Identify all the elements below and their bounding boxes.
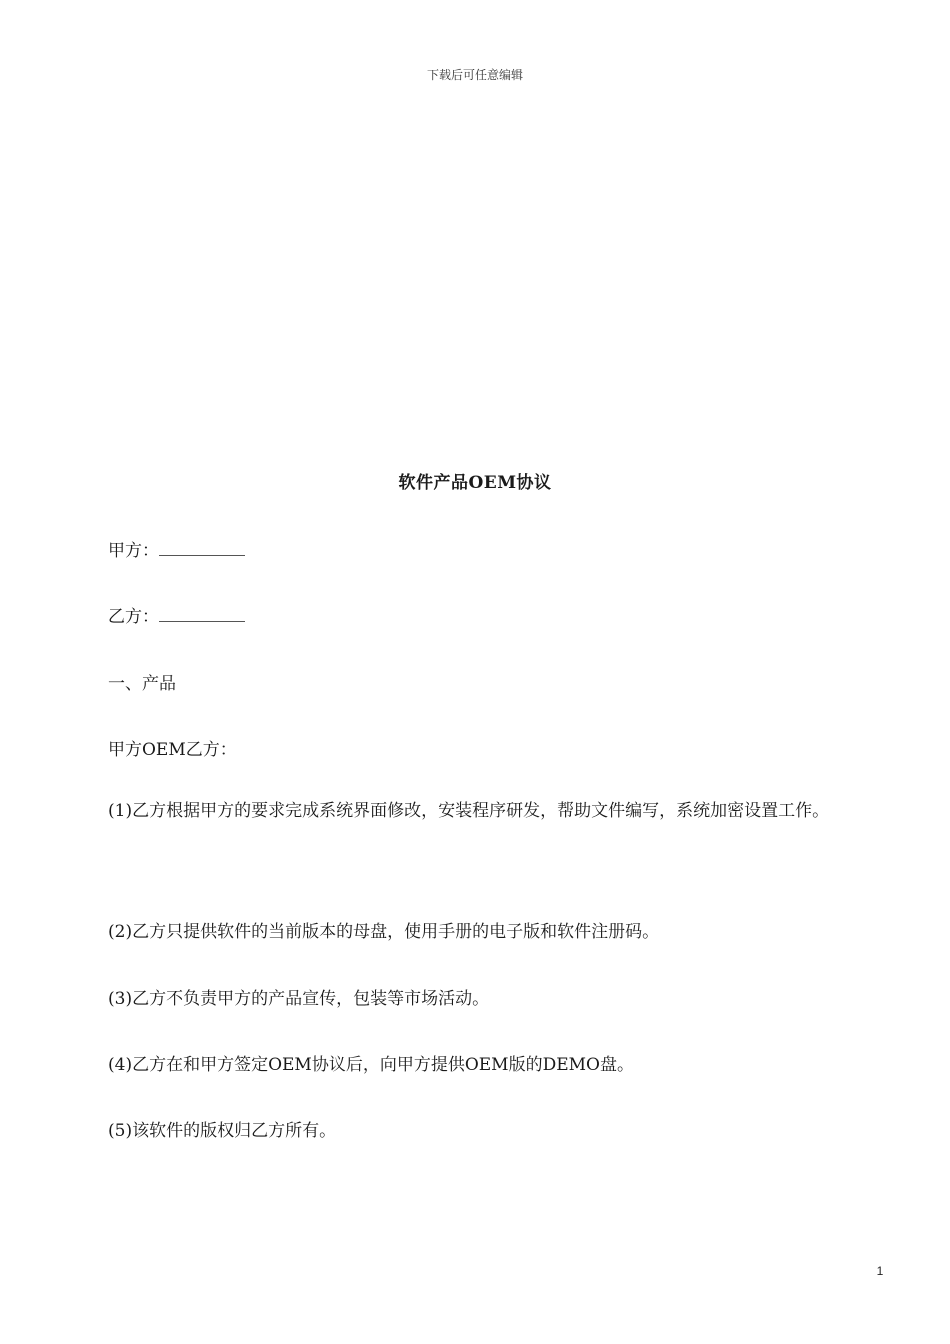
header-note: 下载后可任意编辑: [426, 68, 523, 82]
party-a-line: [108, 536, 245, 561]
section-intro: 甲方OEM乙方：: [108, 740, 237, 760]
list-item: (4)乙方在和甲方签定OEM协议后，向甲方提供OEM版的DEMO盘。: [108, 1055, 634, 1075]
document-title: 软件产品OEM协议: [398, 473, 552, 493]
list-item: (3)乙方不负责甲方的产品宣传，包装等市场活动。: [108, 989, 490, 1009]
list-item: (2)乙方只提供软件的当前版本的母盘，使用手册的电子版和软件注册码。: [108, 922, 660, 942]
page-number: 1: [876, 1264, 884, 1278]
party-a-blank: [159, 541, 245, 556]
list-item: (1)乙方根据甲方的要求完成系统界面修改，安装程序研发，帮助文件编写，系统加密设置工作。: [108, 801, 830, 821]
party-b-blank: [159, 607, 245, 622]
party-b-label: 乙方：: [108, 607, 159, 627]
party-a-label: 甲方：: [108, 541, 159, 561]
list-item: (5)该软件的版权归乙方所有。: [108, 1121, 337, 1141]
section-heading: 一、产品: [108, 674, 176, 694]
party-b-line: [108, 602, 245, 627]
